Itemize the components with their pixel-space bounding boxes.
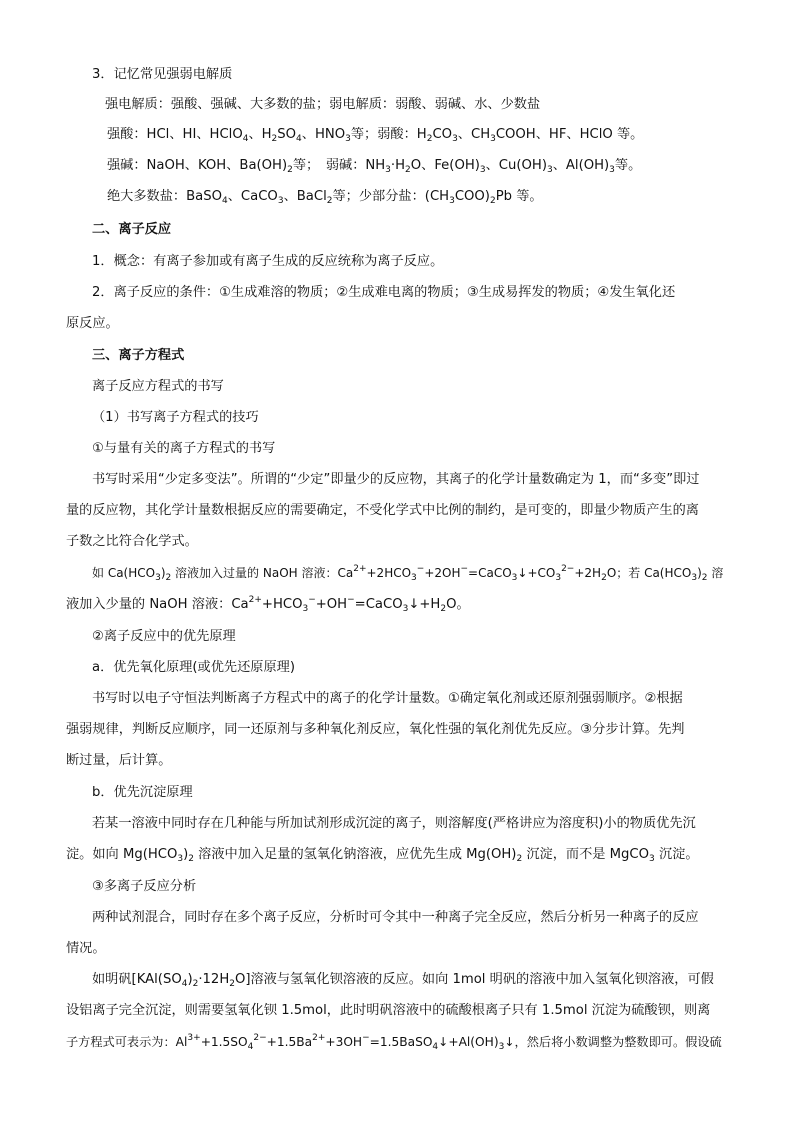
paragraph-line: 书写时采用“少定多变法”。所谓的“少定”即量少的反应物，其离子的化学计量数确定为 1，而“多变”即过 xyxy=(92,472,700,487)
conditions-paragraph: 2．离子反应的条件：①生成难溶的物质；②生成难电离的物质；③生成易挥发的物质；④发生氧化还 xyxy=(92,285,676,300)
strong-weak-bases: 强碱：NaOH、KOH、$Ba(OH)_2$等； 弱碱：$NH_3\cdot H_2O$、$Fe(OH)_3$、$Cu(OH)_3$、$Al(OH)_3$等。 xyxy=(107,158,642,175)
paragraph-line: 量的反应物，其化学计量数根据反应的需要确定，不受化学式中比例的制约，是可变的，即量少物质产生的离 xyxy=(66,503,699,518)
paragraph-line: 子数之比符合化学式。 xyxy=(66,534,198,549)
paragraph-line: 设铝离子完全沉淀，则需要氢氧化钡 1.5mol，此时明矾溶液中的硫酸根离子只有 1.5mol 沉淀为硫酸钡，则离 xyxy=(66,1003,711,1018)
concept-paragraph: 1．概念：有离子参加或有离子生成的反应统称为离子反应。 xyxy=(92,254,444,269)
multi-ion-subheading: ③多离子反应分析 xyxy=(92,879,197,894)
paragraph-line: 断过量，后计算。 xyxy=(66,753,172,768)
conditions-paragraph-cont: 原反应。 xyxy=(66,316,119,331)
salts: 绝大多数盐：BaSO$_4$、CaCO$_3$、BaCl$_2$等；少部分盐：$(CH_3COO)_2Pb$ 等。 xyxy=(107,189,543,206)
section-item-3-heading: 3．记忆常见强弱电解质 xyxy=(92,67,233,82)
paragraph-line: 淀。如向 $Mg(HCO_3)_2$ 溶液中加入足量的氢氧化钠溶液，应优先生成 $Mg(OH)_2$ 沉淀，而不是 MgCO$_3$ 沉淀。 xyxy=(66,847,699,864)
equation-example-line: 液加入少量的 NaOH 溶液：$Ca^{2+}+HCO_3^-+OH^-=CaCO_3↓+H_2O$。 xyxy=(66,595,470,614)
paragraph-line: 情况。 xyxy=(66,941,106,956)
strong-weak-acids: 强酸：HCl、HI、HClO$_4$、$H_2SO_4$、$HNO_3$等；弱酸：$H_2CO_3$、$CH_3COOH$、HF、HClO 等。 xyxy=(107,127,644,144)
paragraph-line: 如明矾$[KAl(SO_4)_2\cdot 12H_2O]$溶液与氢氧化钡溶液的反应。如向 1mol 明矾的溶液中加入氢氧化钡溶液，可假 xyxy=(92,972,714,989)
equation-example-line: 子方程式可表示为：$Al^{3+}+1.5SO_4^{2-}+1.5Ba^{2+}+3OH^-=1.5BaSO_4↓+Al(OH)_3↓$，然后将小数调整为整数即可。假设硫 xyxy=(66,1033,722,1052)
priority-oxidation-subheading: a．优先氧化原理(或优先还原原理) xyxy=(92,660,295,675)
priority-principle-subheading: ②离子反应中的优先原理 xyxy=(92,629,236,644)
writing-technique-subheading: （1）书写离子方程式的技巧 xyxy=(92,410,259,425)
heading-ionic-equation: 三、离子方程式 xyxy=(92,348,185,363)
writing-equation-subheading: 离子反应方程式的书写 xyxy=(92,379,224,394)
heading-ionic-reaction: 二、离子反应 xyxy=(92,222,172,237)
paragraph-line: 强弱规律，判断反应顺序，同一还原剂与多种氧化剂反应，氧化性强的氧化剂优先反应。③分步计算。先判 xyxy=(66,722,685,737)
paragraph-line: 两种试剂混合，同时存在多个离子反应，分析时可令其中一种离子完全反应，然后分析另一种离子的反应 xyxy=(92,910,699,925)
paragraph-line: 书写时以电子守恒法判断离子方程式中的离子的化学计量数。①确定氧化剂或还原剂强弱顺序。②根据 xyxy=(92,691,683,706)
paragraph-line: 若某一溶液中同时存在几种能与所加试剂形成沉淀的离子，则溶解度(严格讲应为溶度积)小的物质优先沉 xyxy=(92,816,696,831)
priority-precipitation-subheading: b．优先沉淀原理 xyxy=(92,785,193,800)
electrolyte-summary: 强电解质：强酸、强碱、大多数的盐；弱电解质：弱酸、弱碱、水、少数盐 xyxy=(105,97,541,112)
equation-example-line: 如 $Ca(HCO_3)_2$ 溶液加入过量的 NaOH 溶液：$Ca^{2+}+2HCO_3^-+2OH^-=CaCO_3↓+CO_3^{2-}+2H_2O$；若 $Ca(HCO_3)_2$ 溶 xyxy=(92,564,724,583)
quantity-related-subheading: ①与量有关的离子方程式的书写 xyxy=(92,441,276,456)
